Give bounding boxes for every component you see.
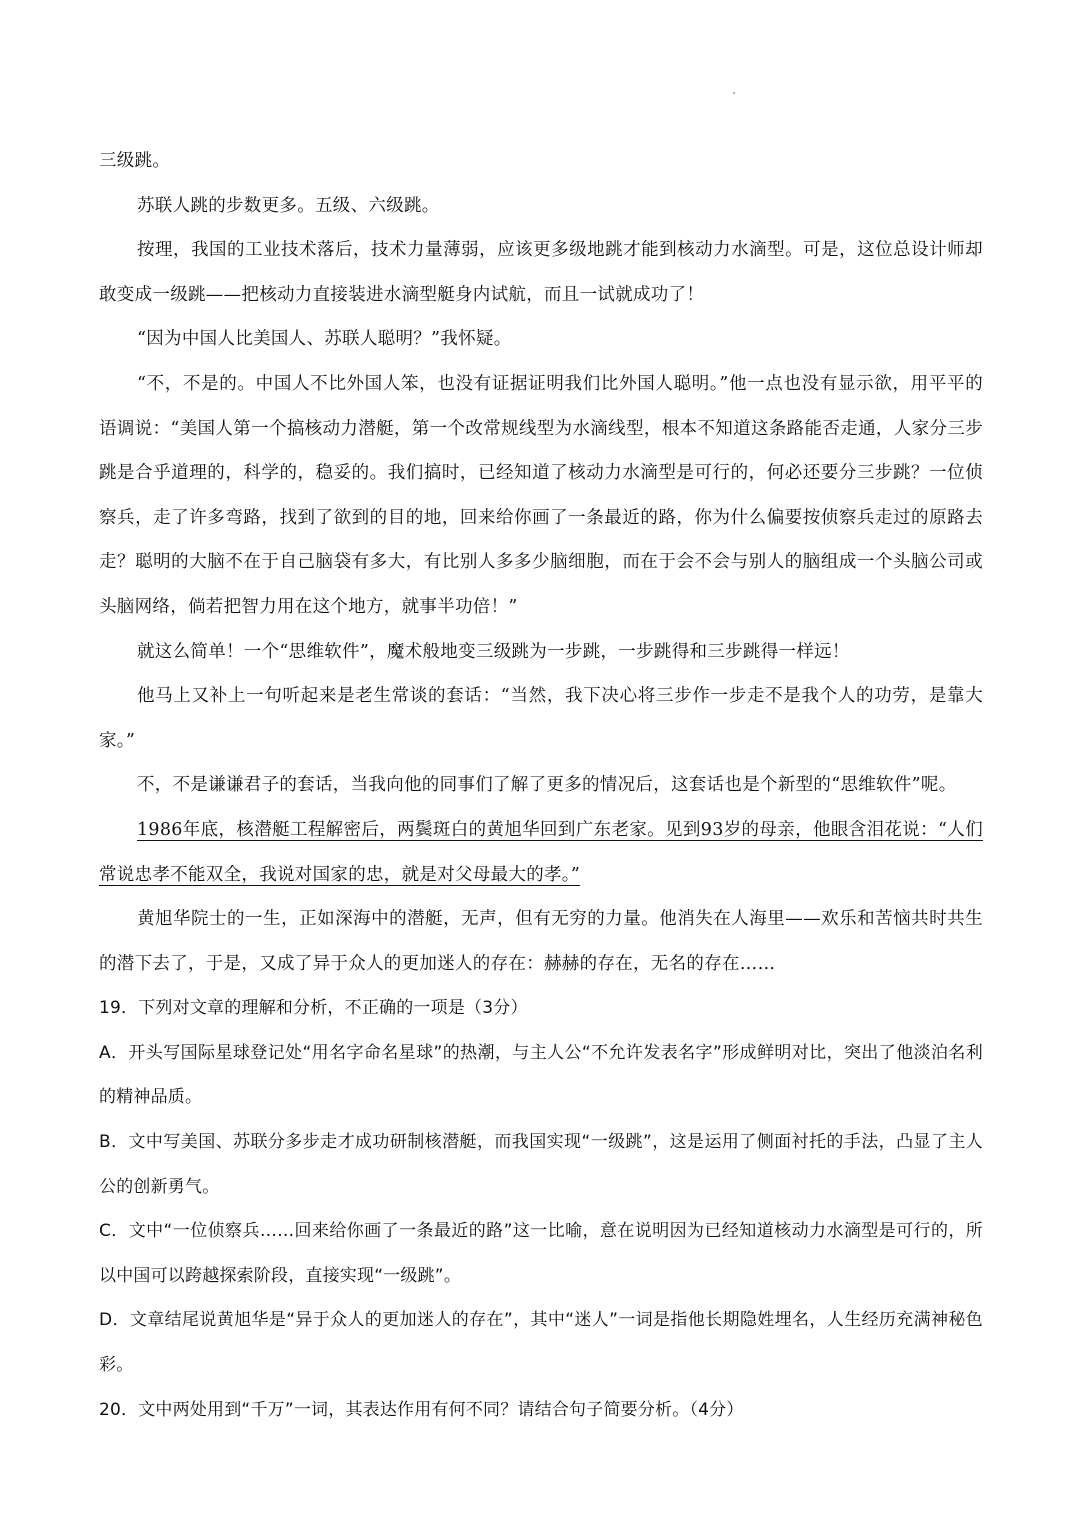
paragraph-2: 苏联人跳的步数更多。五级、六级跳。 bbox=[137, 195, 440, 216]
question-19-option-a: A．开头写国际星球登记处“用名字命名星球”的热潮，与主人公“不允许发表名字”形成鲜明对比，突出了他淡泊名利的精神品质。 bbox=[99, 1042, 983, 1108]
paragraph-1: 三级跳。 bbox=[99, 151, 171, 171]
question-19: 19．下列对文章的理解和分析，不正确的一项是（3分） bbox=[99, 998, 528, 1019]
question-19-option-d: D．文章结尾说黄旭华是“异于众人的更加迷人的存在”，其中“迷人”一词是指他长期隐姓埋名，人生经历充满神秘色彩。 bbox=[99, 1310, 983, 1376]
paragraph-7: 他马上又补上一句听起来是老生常谈的套话：“当然，我下决心将三步作一步走不是我个人的功劳，是靠大家。” bbox=[99, 686, 983, 751]
paragraph-8: 不，不是谦谦君子的套话，当我向他的同事们了解了更多的情况后，这套话也是个新型的“思维软件”呢。 bbox=[137, 775, 957, 796]
underlined-sentence: 1986年底，核潜艇工程解密后，两鬓斑白的黄旭华回到广东老家。见到93岁的母亲，他眼含泪花说：“人们常说忠孝不能双全，我说对国家的忠，就是对父母最大的孝。” bbox=[99, 819, 983, 885]
question-19-option-c: C．文中“一位侦察兵……回来给你画了一条最近的路”这一比喻，意在说明因为已经知道核动力水滴型是可行的，所以中国可以跨越探索阶段，直接实现“一级跳”。 bbox=[99, 1221, 983, 1286]
page-mark bbox=[733, 92, 735, 94]
paragraph-6: 就这么简单！一个“思维软件”，魔术般地变三级跳为一步跳，一步跳得和三步跳得一样远！ bbox=[137, 641, 850, 662]
reading-passage bbox=[99, 139, 983, 1432]
question-19-option-b: B．文中写美国、苏联分多步走才成功研制核潜艇，而我国实现“一级跳”，这是运用了侧面衬托的手法，凸显了主人公的创新勇气。 bbox=[99, 1132, 983, 1197]
paragraph-3: 按理，我国的工业技术落后，技术力量薄弱，应该更多级地跳才能到核动力水滴型。可是，这位总设计师却敢变成一级跳——把核动力直接装进水滴型艇身内试航，而且一试就成功了！ bbox=[99, 240, 983, 305]
paragraph-4: “因为中国人比美国人、苏联人聪明？”我怀疑。 bbox=[137, 329, 512, 350]
question-20: 20．文中两处用到“千万”一词，其表达作用有何不同？请结合句子简要分析。（4分） bbox=[99, 1399, 744, 1420]
paragraph-9-underlined bbox=[99, 808, 983, 897]
paragraph-10: 黄旭华院士的一生，正如深海中的潜艇，无声，但有无穷的力量。他消失在人海里——欢乐和苦恼共时共生的潜下去了，于是，又成了异于众人的更加迷人的存在：赫赫的存在，无名的存在…… bbox=[99, 909, 983, 974]
paragraph-5: “不，不是的。中国人不比外国人笨，也没有证据证明我们比外国人聪明。”他一点也没有显示欲，用平平的语调说：“美国人第一个搞核动力潜艇，第一个改常规线型为水滴线型，根本不知道这条路能否走通，人家分三步跳是合乎道理的，科学的，稳妥的。我们搞时，已经知道了核动力水滴型是可行的，何必还要分三步跳？一位侦察兵，走了许多弯路，找到了欲到的目的地，回来给你画了一条最近的路，你为什么偏要按侦察兵走过的原路去走？聪明的大脑不在于自己脑袋有多大，有比别人多多少脑细胞，而在于会不会与别人的脑组成一个头脑公司或头脑网络，倘若把智力用在这个地方，就事半功倍！” bbox=[99, 373, 983, 617]
